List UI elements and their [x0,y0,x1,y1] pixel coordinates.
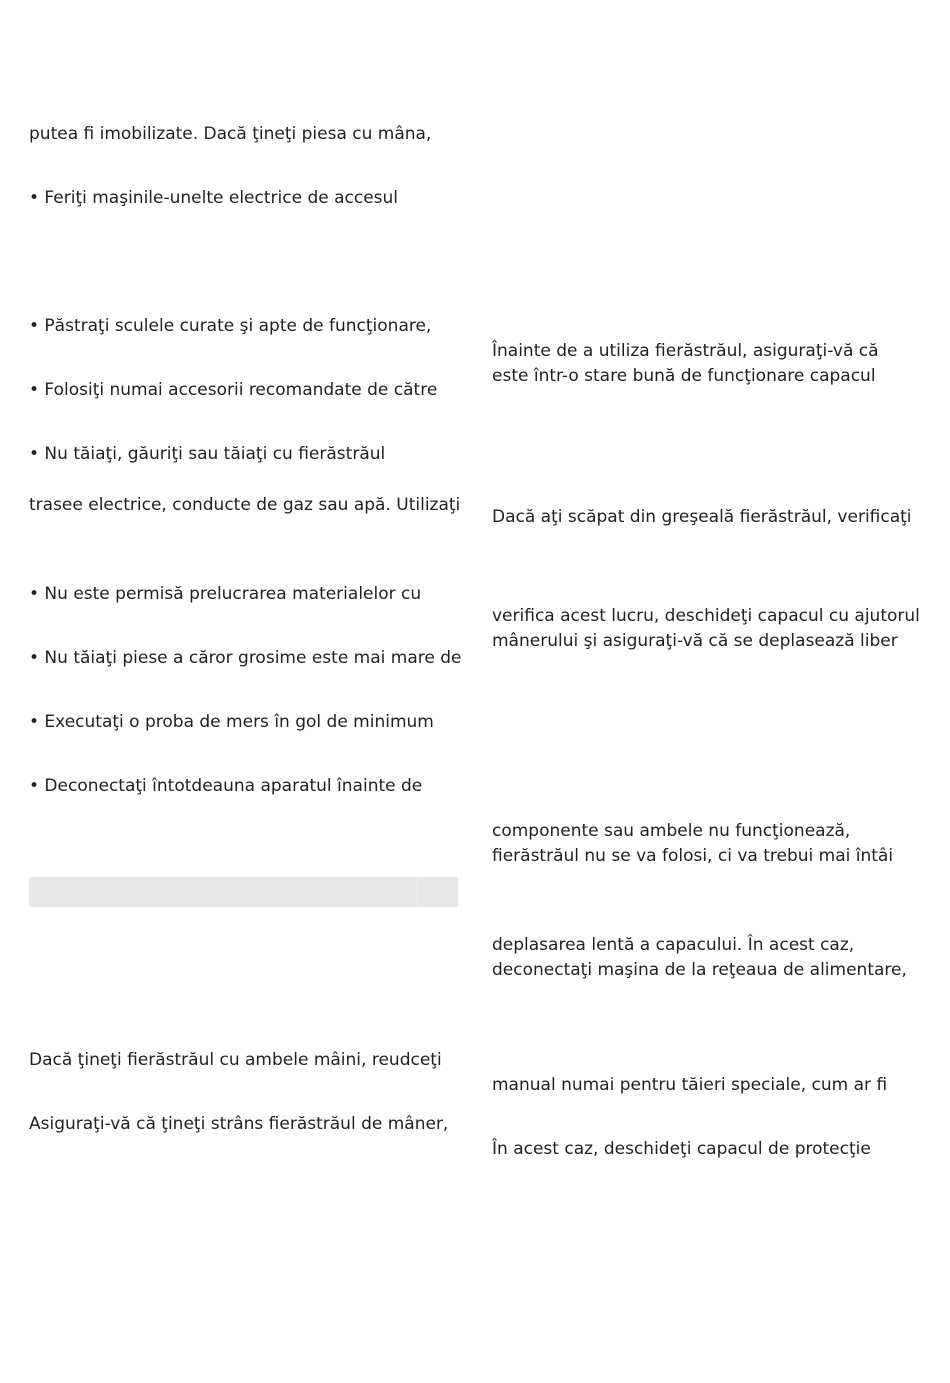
text-line: trasee electrice, conducte de gaz sau apă. Utilizaţi [29,495,461,515]
bullet-line: • Păstraţi sculele curate şi apte de funcţionare, [29,316,432,336]
bullet-line: • Nu este permisă prelucrarea materialelor cu [29,584,422,604]
text-line: Asiguraţi-vă că ţineţi strâns fierăstrăul de mâner, [29,1114,449,1134]
text-line: În acest caz, deschideţi capacul de protecţie [492,1139,871,1159]
bullet-line: • Feriţi maşinile-unelte electrice de accesul [29,188,399,208]
text-line: Dacă aţi scăpat din greşeală fierăstrăul, verificaţi [492,507,912,527]
text-line: putea fi imobilizate. Dacă ţineţi piesa cu mâna, [29,124,432,144]
text-line: Dacă ţineţi fierăstrăul cu ambele mâini, reudceţi [29,1050,442,1070]
text-line: mânerului şi asiguraţi-vă că se deplasează liber [492,631,898,651]
bullet-line: • Nu tăiaţi, găuriţi sau tăiaţi cu fierăstrăul [29,444,386,464]
text-line: fierăstrăul nu se va folosi, ci va trebui mai întâi [492,846,894,866]
bar-divider [417,877,418,907]
bullet-line: • Deconectaţi întotdeauna aparatul înainte de [29,776,423,796]
bullet-line: • Executaţi o proba de mers în gol de minimum [29,712,434,732]
bullet-line: • Folosiţi numai accesorii recomandate de către [29,380,438,400]
text-line: este într-o stare bună de funcţionare capacul [492,366,876,386]
text-line: manual numai pentru tăieri speciale, cum ar fi [492,1075,888,1095]
text-line: Înainte de a utiliza fierăstrăul, asiguraţi-vă că [492,341,879,361]
text-line: deconectaţi maşina de la reţeaua de alimentare, [492,960,907,980]
text-line: verifica acest lucru, deschideţi capacul cu ajutorul [492,606,920,626]
text-line: componente sau ambele nu funcţionează, [492,821,851,841]
bullet-line: • Nu tăiaţi piese a căror grosime este mai mare de [29,648,462,668]
text-line: deplasarea lentă a capacului. În acest caz, [492,935,855,955]
section-heading-bar [29,877,458,907]
